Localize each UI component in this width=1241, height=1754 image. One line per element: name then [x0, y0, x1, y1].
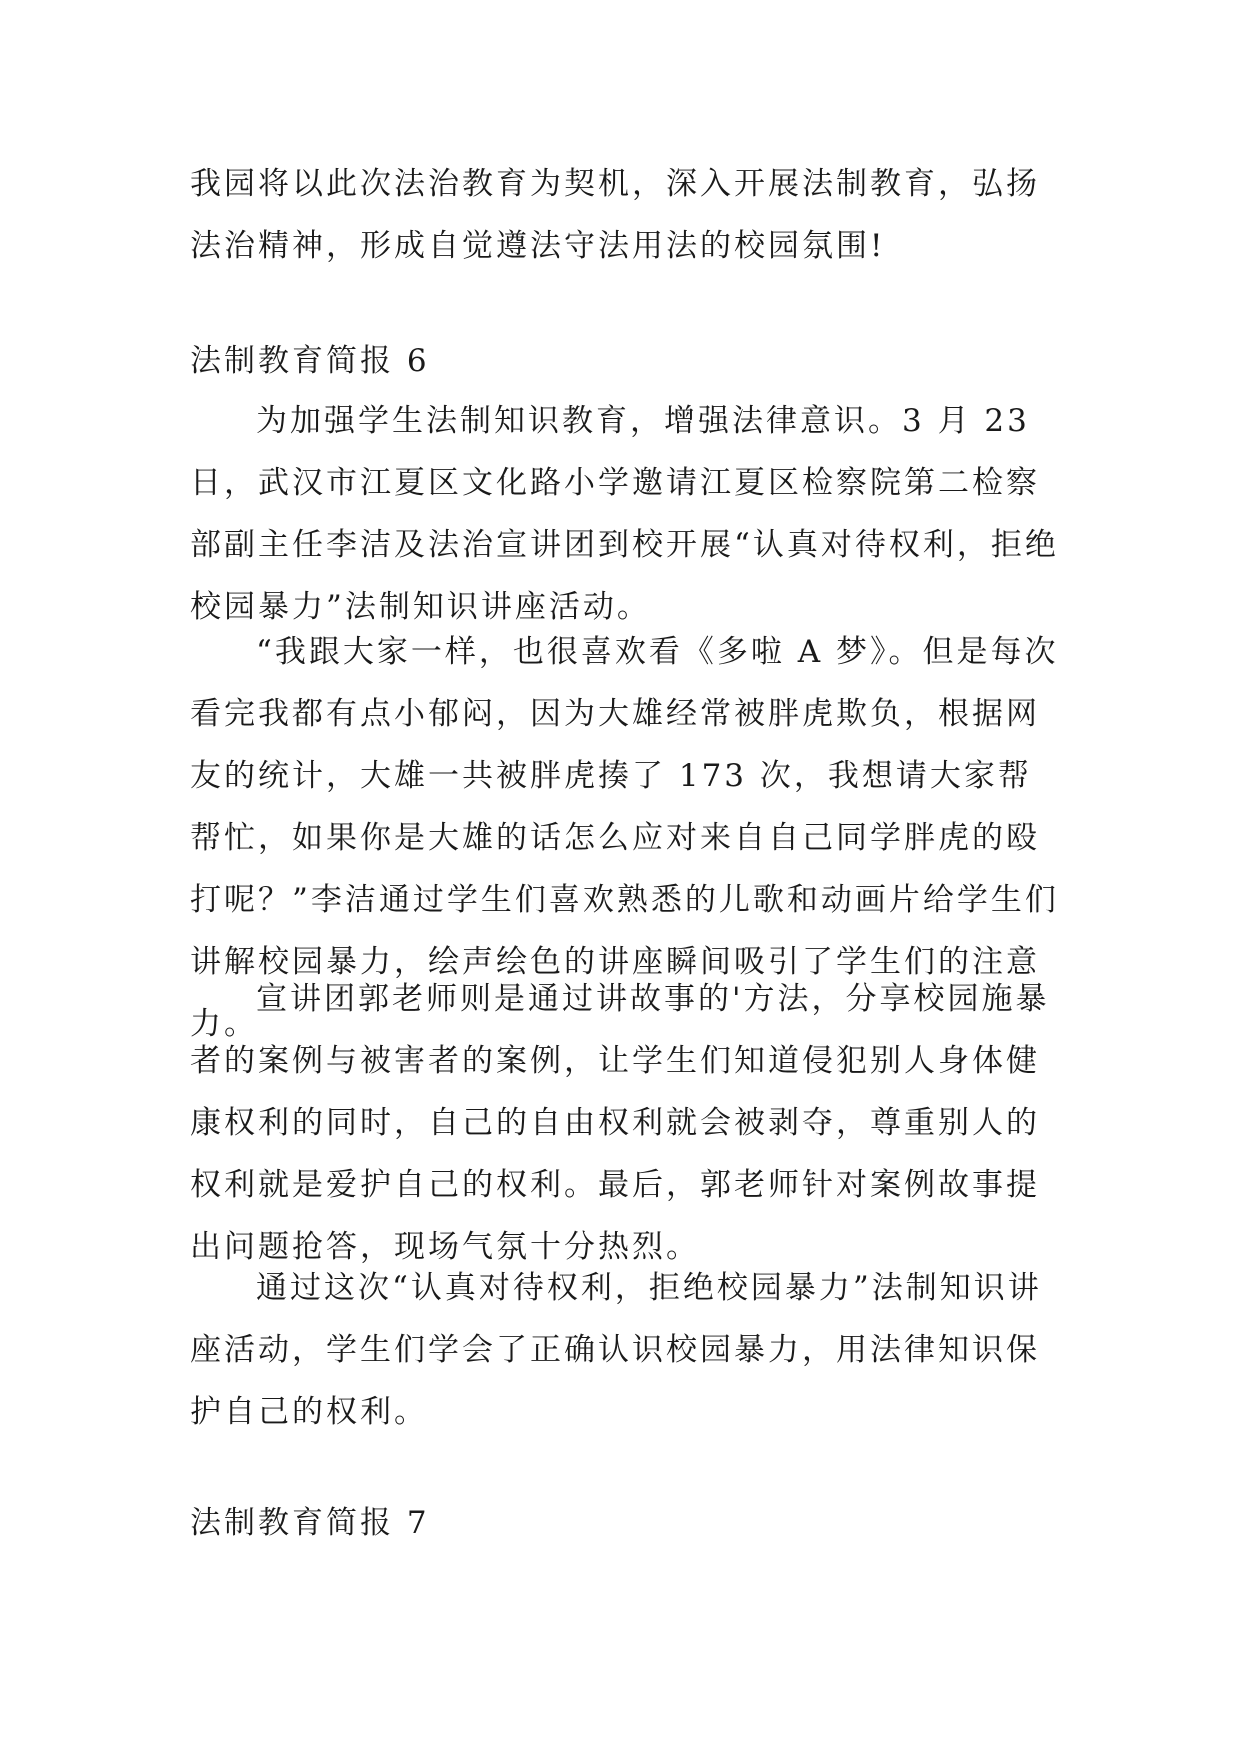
section-heading-7: 法制教育简报 7: [190, 1505, 430, 1541]
section-6-paragraph-3: 宣讲团郭老师则是通过讲故事的'方法，分享校园施暴者的案例与被害者的案例，让学生们知道侵犯别人身体健康权利的同时，自己的自由权利就会被剥夺，尊重别人的权利就是爱护自己的权利。最后，郭老师针对案例故事提出问题抢答，现场气氛十分热烈。: [190, 981, 1050, 1265]
intro-paragraph: 我园将以此次法治教育为契机，深入开展法制教育，弘扬法治精神，形成自觉遵法守法用法的校园氛围!: [190, 166, 1040, 264]
section-heading-6: 法制教育简报 6: [190, 343, 430, 379]
section-6-paragraph-4: 通过这次“认真对待权利，拒绝校园暴力”法制知识讲座活动，学生们学会了正确认识校园暴力，用法律知识保护自己的权利。: [190, 1270, 1042, 1430]
section-6-paragraph-1: 为加强学生法制知识教育，增强法律意识。3 月 23 日，武汉市江夏区文化路小学邀请江夏区检察院第二检察部副主任李洁及法治宣讲团到校开展“认真对待权利，拒绝校园暴力”法制知识讲座活动。: [190, 403, 1059, 625]
section-6-paragraph-2: “我跟大家一样，也很喜欢看《多啦 A 梦》。但是每次看完我都有点小郁闷，因为大雄经常被胖虎欺负，根据网友的统计，大雄一共被胖虎揍了 173 次，我想请大家帮帮忙，如果你是大雄的话怎么应对来自自己同学胖虎的殴打呢？”李洁通过学生们喜欢熟悉的儿歌和动画片给学生们讲解校园暴力，绘声绘色的讲座瞬间吸引了学生们的注意力。: [190, 634, 1059, 1042]
